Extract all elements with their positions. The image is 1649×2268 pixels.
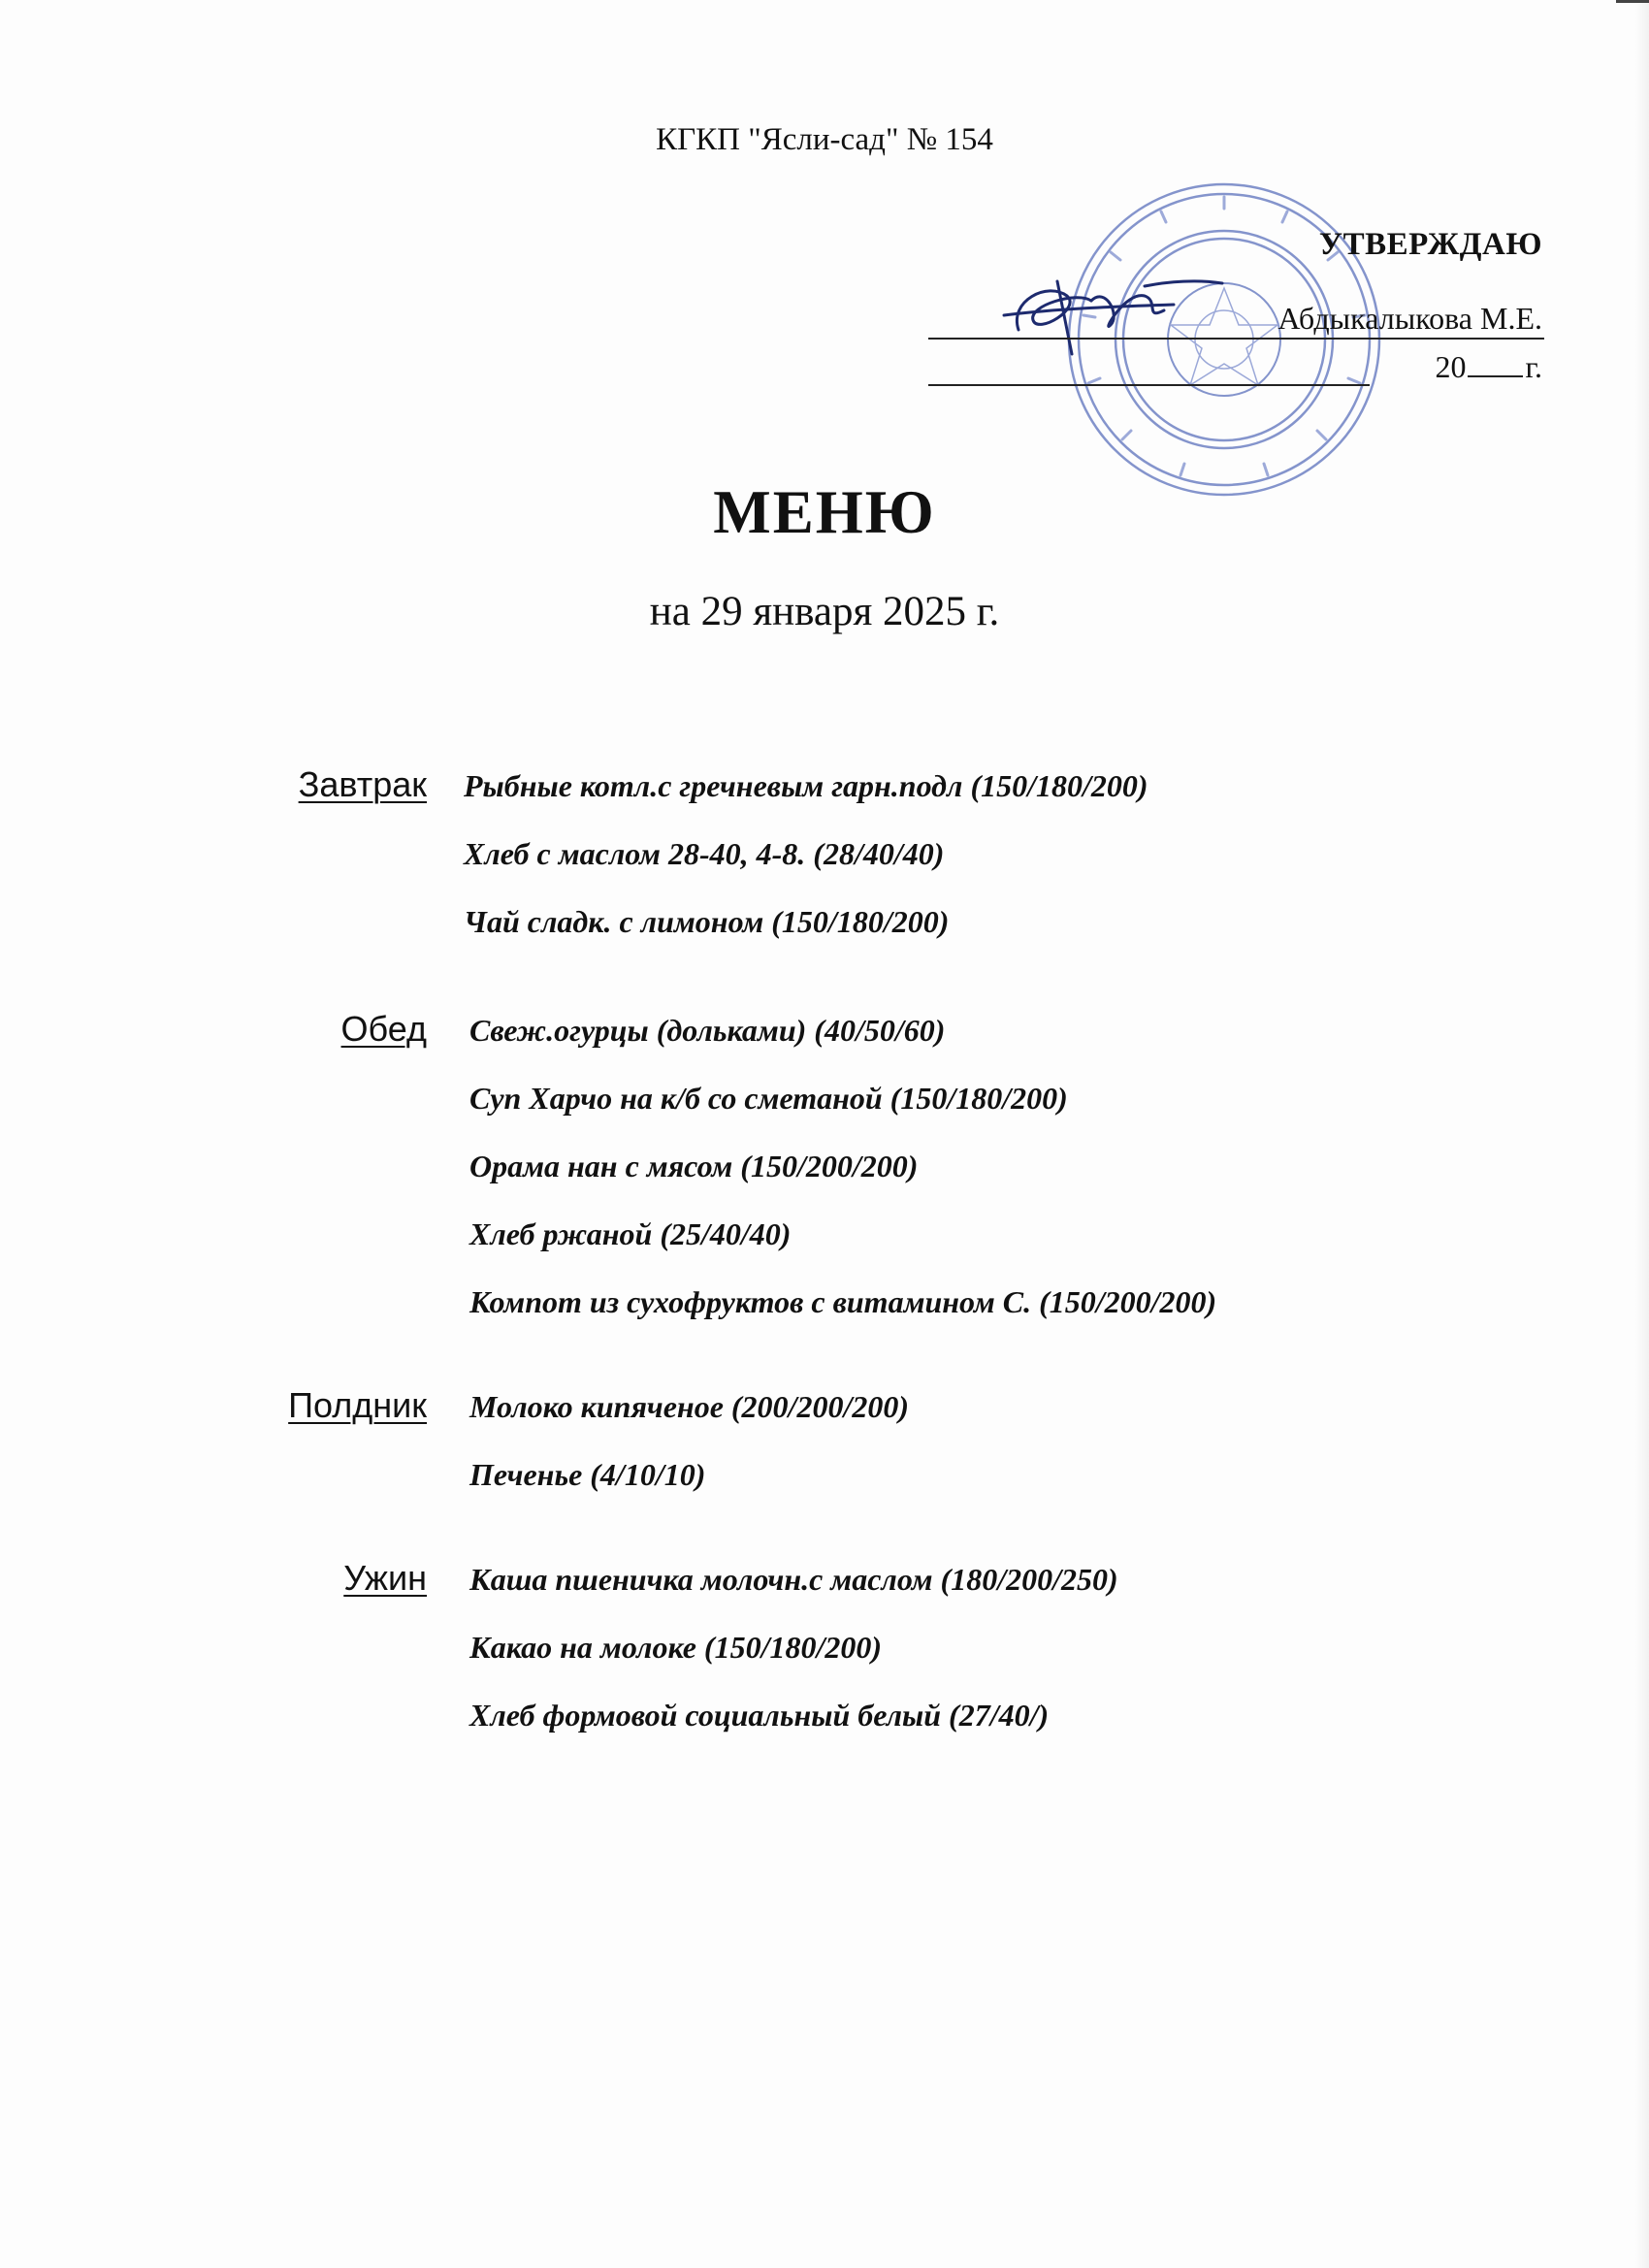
approval-heading: УТВЕРЖДАЮ — [1318, 227, 1542, 262]
meal-items — [464, 766, 1148, 970]
date-line — [928, 384, 1370, 386]
menu-item: Орама нан с мясом (150/200/200) — [469, 1149, 919, 1183]
menu-item: Хлеб с маслом 28-40, 4-8. (28/40/40) — [464, 836, 945, 871]
signature-line — [928, 338, 1544, 340]
approval-year — [1435, 349, 1542, 385]
year-prefix: 20 — [1435, 349, 1467, 384]
meal-label: Полдник — [288, 1385, 427, 1425]
handwritten-signature-icon — [999, 262, 1232, 369]
scan-edge-mark — [1616, 0, 1649, 3]
menu-item: Хлеб формовой социальный белый (27/40/) — [469, 1698, 1050, 1733]
organization-name: КГКП "Ясли-сад" № 154 — [656, 122, 993, 157]
year-blank — [1468, 350, 1523, 377]
menu-item: Свеж.огурцы (дольками) (40/50/60) — [469, 1013, 946, 1048]
meal-items — [469, 1011, 1216, 1350]
menu-item: Каша пшеничка молочн.с маслом (180/200/250) — [469, 1562, 1118, 1597]
menu-date: на 29 января 2025 г. — [649, 589, 1000, 634]
menu-item: Молоко кипяченое (200/200/200) — [469, 1389, 909, 1424]
meal-items — [469, 1387, 909, 1523]
menu-item: Хлеб ржаной (25/40/40) — [469, 1216, 792, 1251]
menu-item: Компот из сухофруктов с витамином С. (150/200/200) — [469, 1284, 1217, 1319]
meal-label: Ужин — [343, 1558, 427, 1598]
scan-edge — [1635, 0, 1649, 2268]
meal-items — [469, 1560, 1118, 1764]
menu-item: Суп Харчо на к/б со сметаной (150/180/200) — [469, 1081, 1068, 1116]
menu-item: Чай сладк. с лимоном (150/180/200) — [464, 904, 950, 939]
menu-item: Какао на молоке (150/180/200) — [469, 1630, 882, 1665]
menu-item: Рыбные котл.с гречневым гарн.подл (150/180/200) — [464, 768, 1148, 803]
meal-label: Обед — [340, 1009, 427, 1049]
page-title: МЕНЮ — [713, 478, 936, 546]
meal-label: Завтрак — [298, 764, 427, 804]
menu-item: Печенье (4/10/10) — [469, 1457, 706, 1492]
year-suffix: г. — [1525, 349, 1542, 384]
director-name: Абдыкалыкова М.Е. — [1277, 301, 1542, 336]
